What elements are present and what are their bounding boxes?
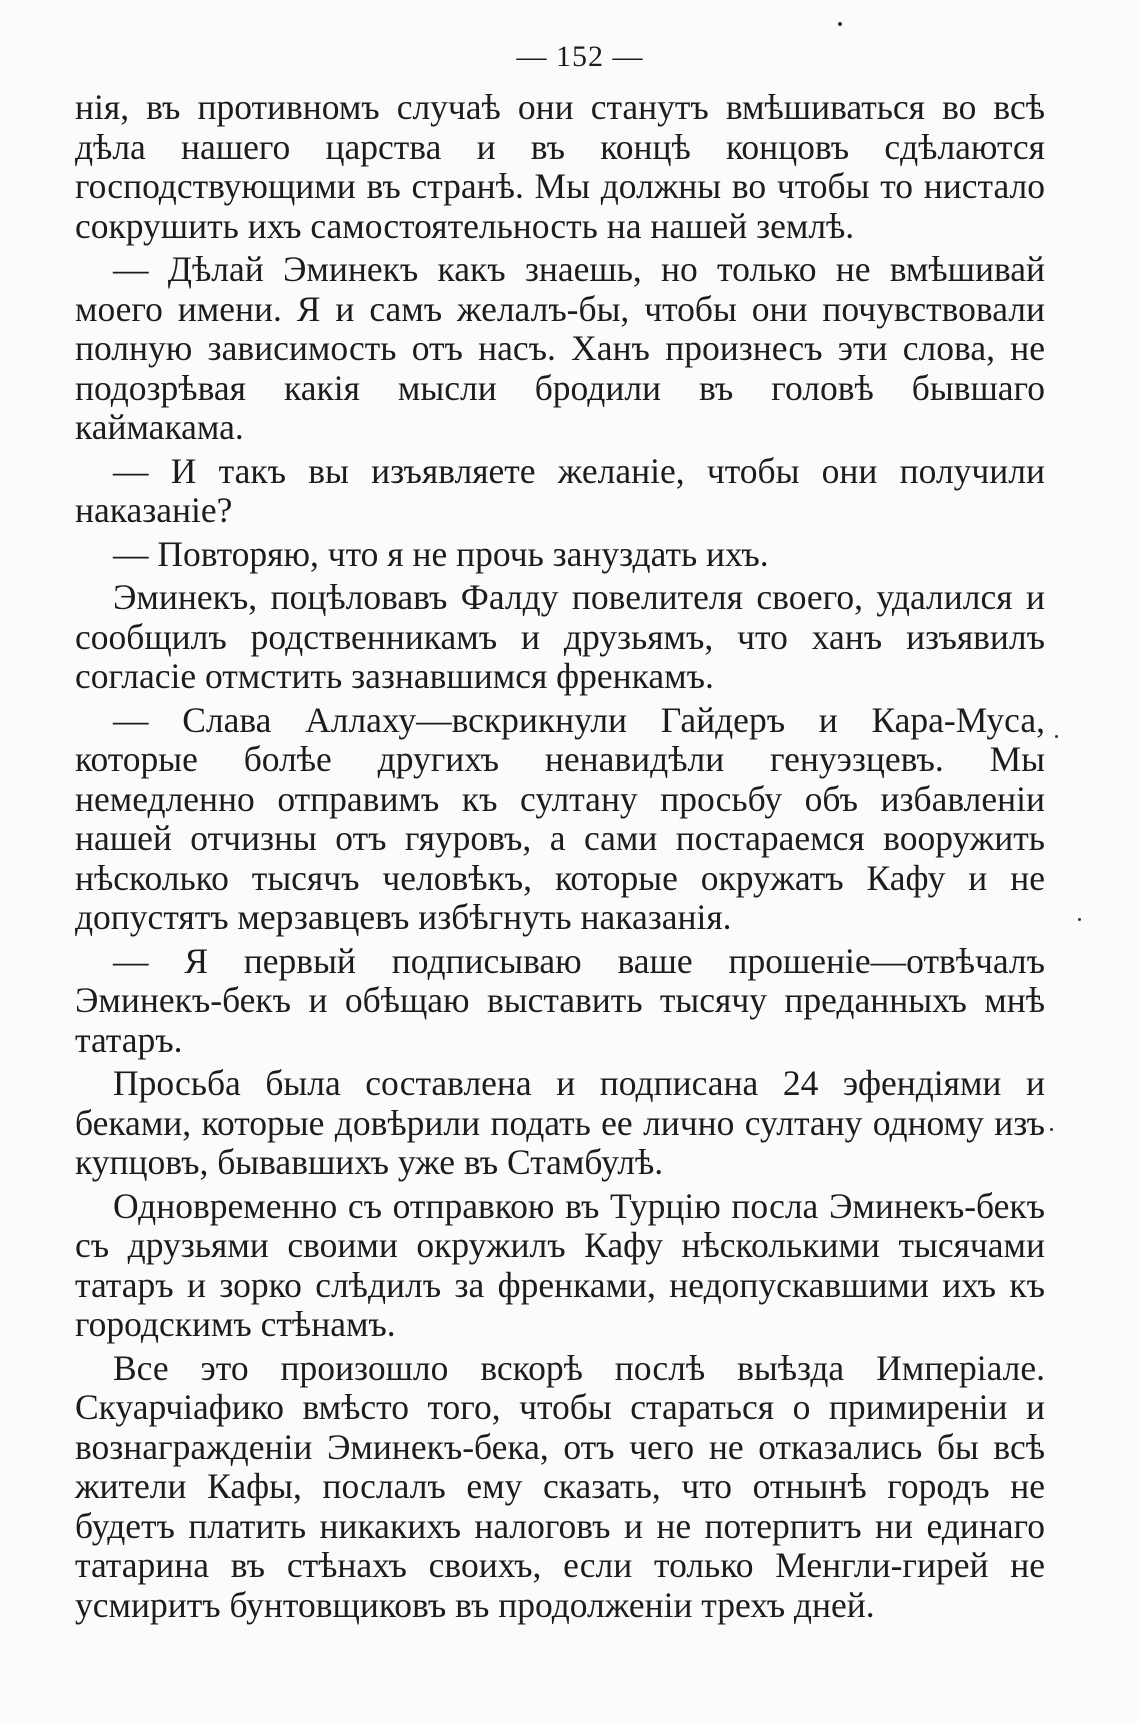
paragraph: — Слава Аллаху—вскрикнули Гайдеръ и Кара-Муса, которые болѣе другихъ ненавидѣли генуэзцевъ. Мы немедленно отправимъ къ султану просьбу объ избавленіи нашей отчизны отъ гяуровъ, а сами постараемся вооружить нѣсколько тысячъ человѣкъ, которые окружатъ Кафу и не допустятъ мерзавцевъ избѣгнуть наказанія. (75, 699, 1045, 937)
paragraph: Все это произошло вскорѣ послѣ выѣзда Имперіале. Скуарчіафико вмѣсто того, чтобы стараться о примиреніи и вознагражденіи Эминекъ-бека, отъ чего не отказались бы всѣ жители Кафы, послалъ ему сказать, что отнынѣ городъ не будетъ платить никакихъ налоговъ и не потерпитъ ни единаго татарина въ стѣнахъ своихъ, если только Менгли-гирей не усмиритъ бунтовщиковъ въ продолженіи трехъ дней. (75, 1347, 1045, 1625)
paragraph: — И такъ вы изъявляете желаніе, чтобы они получили наказаніе? (75, 450, 1045, 530)
print-speck (838, 22, 842, 26)
page-number: — 152 — (516, 40, 644, 73)
print-speck (1078, 918, 1081, 921)
book-page (75, 40, 1045, 1629)
paragraph: — Дѣлай Эминекъ какъ знаешь, но только не вмѣшивай моего имени. Я и самъ желалъ-бы, чтобы они почувствовали полную зависимость отъ насъ. Ханъ произнесъ эти слова, не подозрѣвая какія мысли бродили въ головѣ бывшаго каймакама. (75, 249, 1045, 447)
paragraph: Эминекъ, поцѣловавъ Фалду повелителя своего, удалился и сообщилъ родственникамъ и друзьямъ, что ханъ изъявилъ согласіе отмстить зазнавшимся френкамъ. (75, 577, 1045, 696)
paragraph: — Повторяю, что я не прочь зануздать ихъ. (113, 533, 769, 574)
print-speck (1050, 1128, 1053, 1131)
paragraph: — Я первый подписываю ваше прошеніе—отвѣчалъ Эминекъ-бекъ и обѣщаю выставить тысячу преданныхъ мнѣ татаръ. (75, 940, 1045, 1060)
paragraph: Просьба была составлена и подписана 24 эфендіями и беками, которые довѣрили подать ее лично султану одному изъ купцовъ, бывавшихъ уже въ Стамбулѣ. (75, 1063, 1045, 1182)
print-speck (1055, 735, 1058, 738)
paragraph: Одновременно съ отправкою въ Турцію посла Эминекъ-бекъ съ друзьями своими окружилъ Кафу нѣсколькими тысячами татаръ и зорко слѣдилъ за френками, недопускавшими ихъ къ городскимъ стѣнамъ. (75, 1185, 1045, 1344)
paragraph: нія, въ противномъ случаѣ они станутъ вмѣшиваться во всѣ дѣла нашего царства и въ концѣ концовъ сдѣлаются господствующими въ странѣ. Мы должны во чтобы то нистало сокрушить ихъ самостоятельность на нашей землѣ. (75, 87, 1045, 246)
page-text (75, 88, 1045, 1625)
